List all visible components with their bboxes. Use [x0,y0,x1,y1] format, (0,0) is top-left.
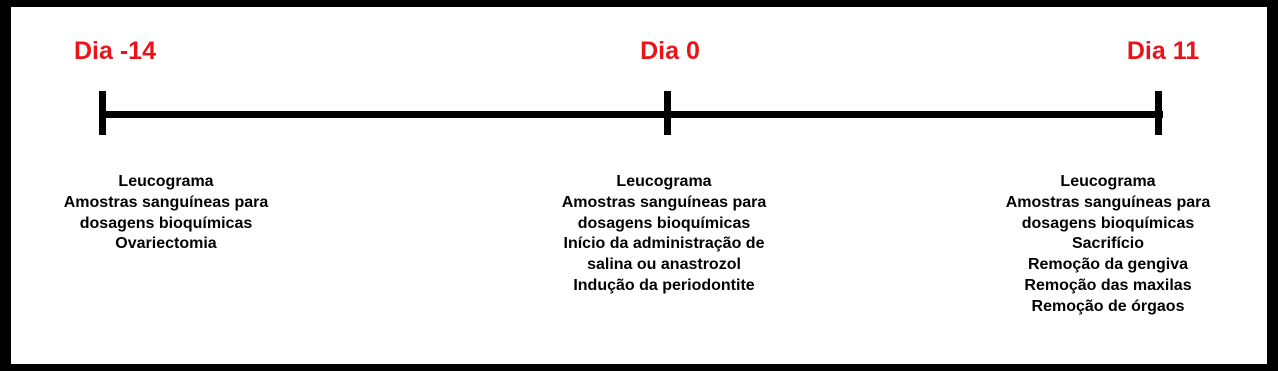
tick-dia-minus-14 [99,91,106,135]
event-item: Remoção das maxilas [1024,276,1192,294]
event-item: Remoção da gengiva [1027,256,1189,274]
event-item: dosagens bioquímicas [79,214,253,232]
event-item: Amostras sanguíneas para [1005,193,1211,211]
event-item: Ovariectomia [115,235,217,253]
event-item: salina ou anastrozol [587,256,741,274]
tick-dia-11 [1155,91,1162,135]
day-label-dia-11: Dia 11 [1126,37,1200,65]
tick-dia-0 [664,91,671,135]
events-dia-0 [504,172,824,297]
event-item: Sacrifício [1071,235,1145,253]
event-item: Leucograma [118,173,214,190]
event-item: dosagens bioquímicas [1021,214,1195,232]
event-item: Início da administração de [563,235,765,253]
event-item: Leucograma [1060,173,1156,190]
day-label-dia-minus-14: Dia -14 [74,37,156,65]
event-item: dosagens bioquímicas [577,214,751,232]
day-label-dia-0: Dia 0 [640,37,700,65]
event-item: Amostras sanguíneas para [561,193,767,211]
events-dia-11 [948,172,1268,318]
events-dia-minus-14 [6,172,326,255]
event-item: Indução da periodontite [573,276,755,294]
timeline-axis [99,111,1163,118]
event-item: Remoção de órgaos [1031,297,1185,315]
event-item: Amostras sanguíneas para [63,193,269,211]
event-item: Leucograma [616,173,712,190]
